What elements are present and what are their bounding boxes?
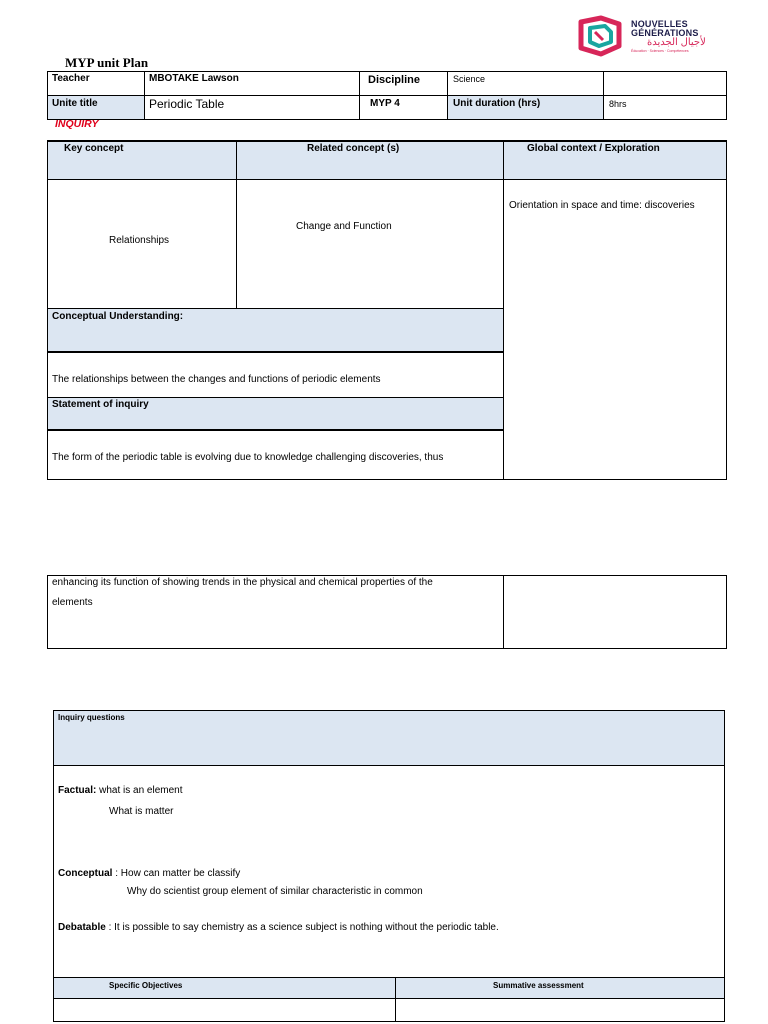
specific-objectives-header: Specific Objectives (109, 981, 183, 990)
conceptual-question-1 (58, 868, 240, 880)
teacher-label-cell (47, 71, 145, 96)
specific-objectives-header-cell (53, 977, 396, 999)
global-context-header-cell (503, 140, 727, 180)
teacher-value: MBOTAKE Lawson (149, 73, 239, 84)
inquiry-label: INQUIRY (55, 118, 99, 130)
duration-label-cell (447, 95, 604, 120)
global-context-continuation-cell (503, 575, 727, 649)
debatable-q1: : It is possible to say chemistry as a science subject is nothing without the periodic table. (105, 922, 499, 933)
specific-objectives-body-cell (53, 998, 396, 1022)
logo-arabic: لأجيال الجديدة (647, 37, 706, 48)
related-concept-header: Related concept (s) (307, 143, 400, 154)
summative-assessment-header-cell (395, 977, 725, 999)
discipline-label-cell (359, 71, 448, 96)
related-concept-value: Change and Function (296, 221, 392, 232)
related-concept-value-cell (236, 179, 504, 309)
doc-title: MYP unit Plan (65, 55, 149, 70)
discipline-value: Science (453, 74, 486, 84)
statement-value-line2: enhancing its function of showing trends in the physical and chemical properties of the (52, 577, 433, 588)
related-concept-header-cell (236, 140, 504, 180)
summative-assessment-header: Summative assessment (493, 981, 584, 990)
conceptual-understanding-header-cell (47, 308, 504, 353)
global-context-value: Orientation in space and time: discoveries (509, 200, 695, 211)
discipline-value-cell (447, 71, 604, 96)
inquiry-questions-header: Inquiry questions (58, 713, 125, 722)
debatable-label: Debatable (58, 922, 106, 933)
debatable-question-1 (58, 922, 499, 934)
conceptual-understanding-value-cell (47, 352, 504, 398)
unit-title-value-cell (144, 95, 360, 120)
myp-label: MYP 4 (370, 98, 400, 109)
statement-header-cell (47, 397, 504, 431)
unit-title-label: Unite title (52, 98, 98, 109)
factual-label: Factual: (58, 785, 97, 796)
teacher-label: Teacher (52, 73, 90, 84)
factual-q2: What is matter (109, 806, 174, 817)
conceptual-understanding-value: The relationships between the changes and functions of periodic elements (52, 374, 381, 385)
statement-value-line1: The form of the periodic table is evolving due to knowledge challenging discoveries, thus (52, 452, 444, 463)
key-concept-value-cell (47, 179, 237, 309)
inquiry-questions-header-cell (53, 710, 725, 766)
logo-line1: NOUVELLES (631, 19, 688, 29)
teacher-value-cell (144, 71, 360, 96)
conceptual-understanding-header: Conceptual Understanding: (52, 311, 184, 322)
conceptual-q2: Why do scientist group element of similar characteristic in common (127, 886, 423, 897)
logo-line2: GÉNÉRATIONS (631, 28, 699, 38)
unit-title-value: Periodic Table (149, 97, 225, 111)
summative-assessment-body-cell (395, 998, 725, 1022)
global-context-value-cell (503, 179, 727, 480)
conceptual-label: Conceptual (58, 868, 113, 879)
duration-value: 8hrs (609, 99, 627, 109)
statement-header: Statement of inquiry (52, 399, 149, 410)
duration-value-cell (603, 95, 727, 120)
key-concept-header-cell (47, 140, 237, 180)
logo-tagline: Éducation · Sciences · Compétences (631, 49, 689, 53)
statement-value-line3: elements (52, 597, 93, 608)
myp-cell (359, 95, 448, 120)
factual-question-1 (58, 785, 183, 797)
conceptual-q1: : How can matter be classify (112, 868, 241, 879)
school-logo (575, 14, 735, 58)
header-empty-cell (603, 71, 727, 96)
statement-continuation-cell (47, 575, 504, 649)
discipline-label: Discipline (368, 74, 420, 86)
key-concept-value: Relationships (109, 235, 170, 246)
inquiry-questions-body-cell (53, 765, 725, 978)
factual-q1: what is an element (96, 785, 183, 796)
key-concept-header: Key concept (64, 143, 124, 154)
global-context-header: Global context / Exploration (527, 143, 660, 154)
unit-title-label-cell (47, 95, 145, 120)
statement-value-cell (47, 430, 504, 480)
logo-mark-icon (575, 14, 625, 58)
duration-label: Unit duration (hrs) (453, 98, 541, 109)
